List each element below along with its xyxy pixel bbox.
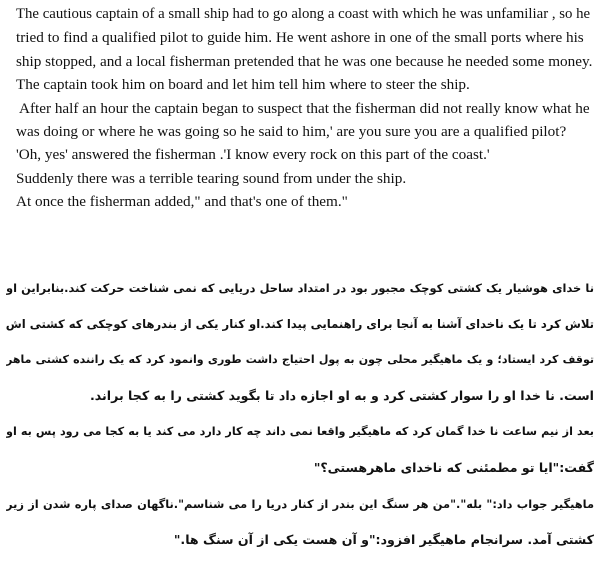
persian-line-5: بعد از نیم ساعت نا خدا گمان کرد که ماهیگیر واقعا نمی داند چه کار دارد می کند یا به کجا می رود پس به او [6, 425, 594, 438]
persian-line-1: نا خدای هوشیار یک کشتی کوچک مجبور بود در امتداد ساحل دریایی که نمی شناخت حرکت کند.بنابراین او [6, 281, 594, 295]
english-line-2: tried to find a qualified pilot to guide him. He went ashore in one of the small ports where his [16, 29, 584, 47]
persian-line-4: است. نا خدا او را سوار کشتی کرد و به او اجازه داد تا بگوید کشتی را به کجا براند. [90, 388, 594, 403]
persian-line-6: گفت:"ایا تو مطمئنی که ناخدای ماهرهستی؟" [313, 460, 594, 475]
english-line-4: The captain took him on board and let him tell him where to steer the ship. [16, 76, 470, 94]
english-story-text [16, 3, 594, 214]
english-line-3: ship stopped, and a local fisherman pretended that he was one because he needed some money. [16, 52, 593, 70]
persian-line-8: کشتی آمد. سرانجام ماهیگیر افزود:"و آن هست یکی از آن سنگ ها." [173, 532, 594, 547]
english-line-8: Suddenly there was a terrible tearing sound from under the ship. [16, 169, 407, 187]
english-line-7: 'Oh, yes' answered the fisherman .'I know every rock on this part of the coast.' [16, 146, 490, 164]
persian-line-2: تلاش کرد تا یک ناخدای آشنا به آنجا برای راهنمایی پیدا کند.او کنار یکی از بندرهای کوچکی که کشتی اش [6, 317, 594, 331]
persian-translation-text [6, 270, 594, 558]
persian-line-3: توقف کرد ایستاد؛ و یک ماهیگیر محلی چون به پول احتیاج داشت طوری وانمود کرد که یک راننده کشتی ماهر [6, 353, 594, 366]
english-line-6: was doing or where he was going so he said to him,' are you sure you are a qualified pilot? [16, 123, 567, 141]
english-line-9: At once the fisherman added," and that's one of them." [16, 193, 348, 211]
english-line-1: The cautious captain of a small ship had to go along a coast with which he was unfamiliar , so he [16, 6, 591, 22]
persian-line-7: ماهیگیر جواب داد:" بله"."من هر سنگ این بندر از کنار دریا را می شناسم".ناگهان صدای پاره شدن از زیر [6, 497, 594, 511]
english-line-5: After half an hour the captain began to suspect that the fisherman did not really know what he [19, 99, 590, 117]
